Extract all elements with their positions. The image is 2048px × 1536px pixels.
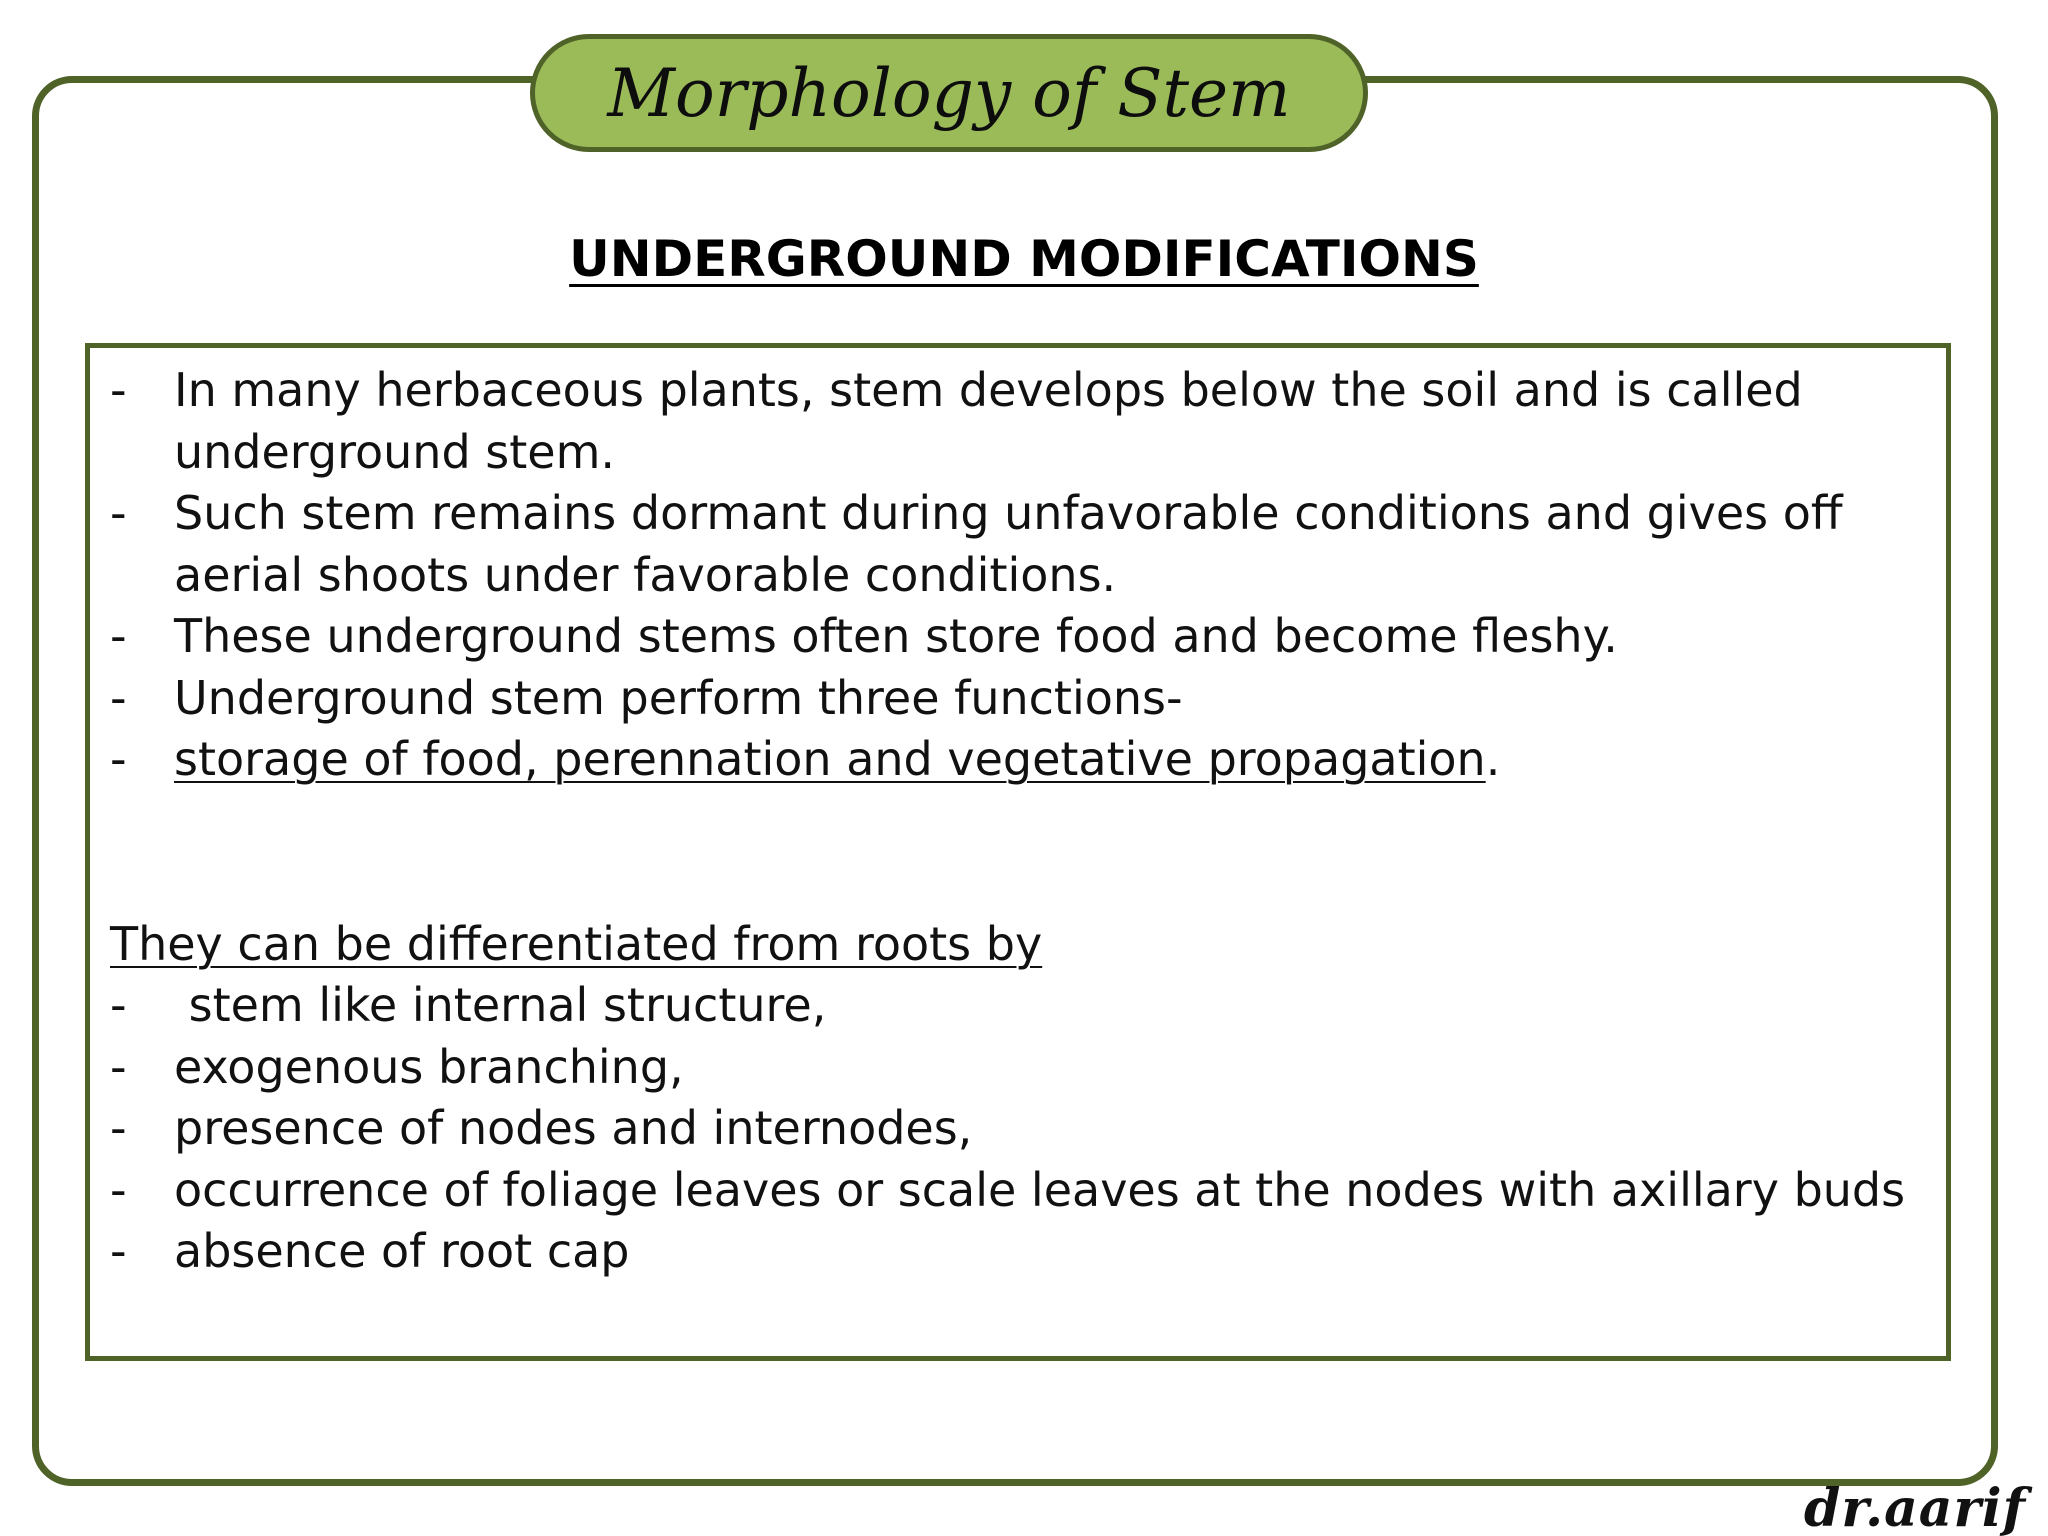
point-text: These underground stems often store food and become fleshy.: [174, 609, 1618, 663]
author-signature: dr.aarif: [1804, 1478, 2026, 1536]
list-item: [110, 975, 1936, 1037]
bullet-dash: -: [110, 1101, 127, 1155]
content-text: [110, 360, 1936, 1283]
point-text: In many herbaceous plants, stem develops below the soil and is called underground stem.: [174, 363, 1803, 479]
functions-underlined: storage of food, perennation and vegetative propagation: [174, 732, 1486, 786]
list-item: [110, 729, 1936, 791]
list-item: [110, 1098, 1936, 1160]
bullet-dash: -: [110, 732, 127, 786]
content-box: [85, 343, 1951, 1361]
functions-period: .: [1485, 732, 1501, 786]
list-item: [110, 606, 1936, 668]
title-banner: [530, 34, 1368, 152]
bullet-dash: -: [110, 670, 127, 725]
slide-title: Morphology of Stem: [607, 54, 1291, 132]
difference-text: stem like internal structure,: [174, 978, 827, 1032]
bullet-dash: -: [110, 609, 127, 663]
section-heading: UNDERGROUND MODIFICATIONS: [569, 230, 1479, 288]
list-item: [110, 1221, 1936, 1283]
bullet-dash: -: [110, 1039, 127, 1094]
point-text: Such stem remains dormant during unfavorable conditions and gives off aerial shoots under favorable conditions.: [174, 486, 1843, 602]
bullet-dash: -: [110, 1224, 127, 1278]
spacer: [110, 791, 1936, 914]
difference-text: absence of root cap: [174, 1224, 630, 1278]
bullet-dash: -: [110, 978, 127, 1032]
list-item: [110, 1037, 1936, 1099]
difference-text: presence of nodes and internodes,: [174, 1101, 973, 1155]
bullet-dash: -: [110, 1162, 127, 1217]
differentiation-heading: They can be differentiated from roots by: [110, 916, 1043, 971]
point-text: Underground stem perform three functions-: [174, 670, 1183, 725]
bullet-dash: -: [110, 486, 127, 540]
difference-text: exogenous branching,: [174, 1039, 684, 1094]
list-item: [110, 1160, 1936, 1222]
list-item: [110, 668, 1936, 730]
point-text-functions: [174, 729, 1936, 791]
list-item: [110, 360, 1936, 483]
difference-text: occurrence of foliage leaves or scale leaves at the nodes with axillary buds: [174, 1162, 1906, 1217]
list-item: [110, 483, 1936, 606]
bullet-dash: -: [110, 363, 127, 417]
